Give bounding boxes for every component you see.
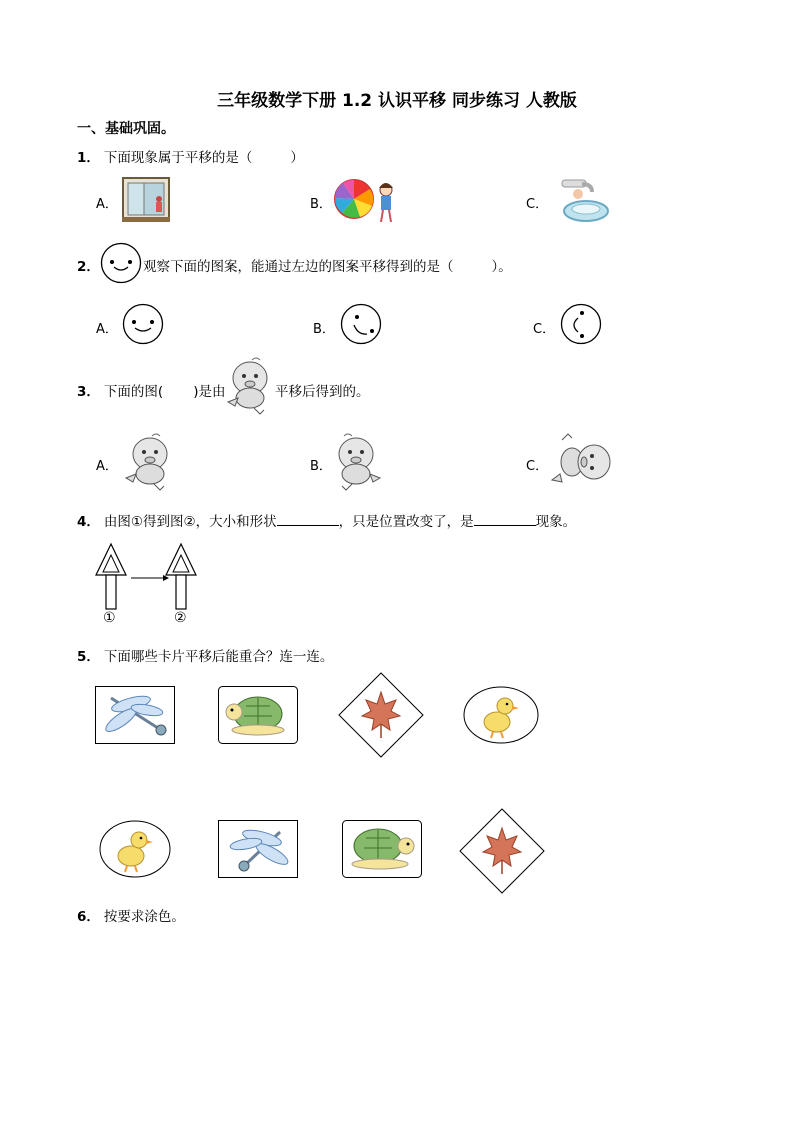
option-a-label: A． — [96, 322, 118, 337]
chick-option-b — [330, 432, 390, 492]
option-c-label: C． — [526, 197, 549, 212]
option-b-label: B． — [313, 322, 335, 337]
option-a-label: A． — [96, 459, 118, 474]
question-text-end: 现象。 — [535, 514, 577, 530]
question-2-text — [143, 255, 512, 275]
chick-option-a — [120, 432, 180, 492]
question-number: 6． — [77, 909, 100, 925]
faucet-sink-image — [556, 178, 610, 224]
question-3-text-end: 平移后得到的。 — [275, 384, 370, 400]
question-text: 按要求涂色。 — [103, 909, 185, 925]
chick-reference-image — [222, 356, 274, 414]
option-c-label: C． — [526, 459, 549, 474]
duckling-card-bottom[interactable] — [99, 820, 171, 878]
smiley-face-option-a — [122, 303, 164, 345]
question-number: 5． — [77, 649, 100, 665]
option-a-label: A． — [96, 197, 118, 212]
maple-leaf-card-top[interactable] — [338, 672, 424, 758]
question-text-end: ） — [290, 150, 304, 166]
question-text: 由图①得到图②，大小和形状 — [103, 514, 277, 530]
question-text: 观察下面的图案，能通过左边的图案平移得到的是（ — [143, 259, 454, 275]
answer-blank-2[interactable] — [474, 511, 536, 526]
turtle-card-bottom[interactable] — [342, 820, 422, 878]
question-number: 3． — [77, 384, 100, 400]
question-number: 1． — [77, 150, 100, 166]
question-number: 4． — [77, 514, 100, 530]
question-text-end: ）。 — [491, 259, 512, 275]
page-title: 三年级数学下册 1.2 认识平移 同步练习 人教版 — [217, 91, 577, 111]
section-heading: 一、基础巩固。 — [77, 121, 175, 137]
spinning-wheel-girl-image — [334, 178, 396, 224]
sliding-window-image — [122, 177, 170, 223]
maple-leaf-card-bottom[interactable] — [459, 808, 545, 894]
chick-option-c — [548, 432, 614, 492]
option-b-label: B． — [310, 197, 332, 212]
dragonfly-card-bottom[interactable] — [218, 820, 298, 878]
question-text: 下面现象属于平移的是（ — [103, 150, 253, 166]
question-text: 下面哪些卡片平移后能重合？连一连。 — [103, 649, 334, 665]
question-number: 2． — [77, 259, 100, 275]
option-b-label: B． — [310, 459, 332, 474]
answer-blank-1[interactable] — [277, 511, 339, 526]
figure-label-1: ① — [103, 610, 116, 626]
question-text: 下面的图( — [103, 384, 164, 400]
duckling-card-top[interactable] — [463, 686, 539, 744]
question-text-middle: )是由 — [193, 384, 226, 400]
question-5 — [77, 645, 333, 665]
smiley-face-reference — [100, 242, 142, 284]
question-4 — [77, 510, 576, 530]
question-1 — [77, 146, 304, 166]
dragonfly-card-top[interactable] — [95, 686, 175, 744]
figure-label-2: ② — [174, 610, 187, 626]
question-text-middle: ，只是位置改变了，是 — [338, 514, 474, 530]
rotated-face-option-b — [340, 303, 382, 345]
rotated-face-option-c — [560, 303, 602, 345]
question-3 — [77, 380, 225, 400]
question-6 — [77, 905, 185, 925]
option-c-label: C． — [533, 322, 556, 337]
turtle-card-top[interactable] — [218, 686, 298, 744]
